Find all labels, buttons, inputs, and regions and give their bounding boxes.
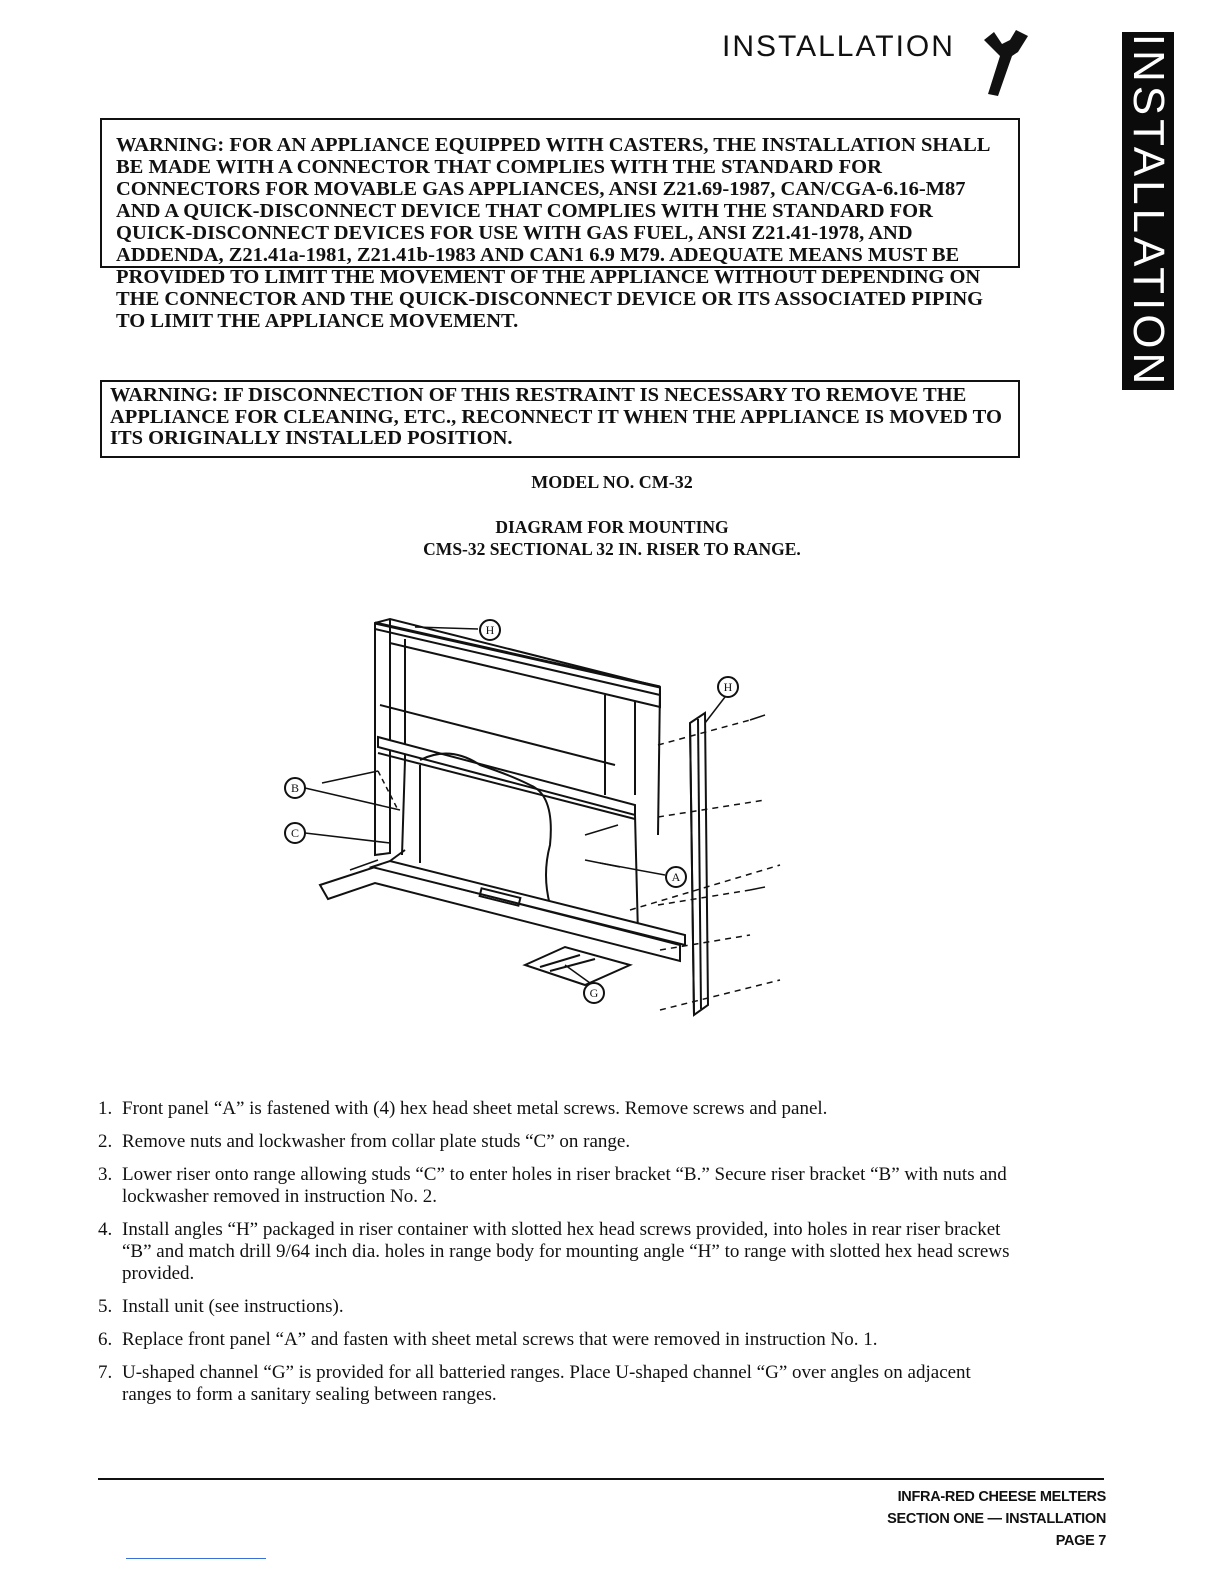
footer-divider: [98, 1478, 1104, 1480]
instruction-item: 3. Lower riser onto range allowing studs “C” to enter holes in riser bracket “B.” Secure riser bracket “B” with nuts and lockwasher removed in instruction No. 2.: [98, 1164, 1007, 1207]
model-number: MODEL NO. CM-32: [531, 472, 693, 492]
page-header-title: INSTALLATION: [722, 30, 955, 63]
instruction-item: 4. Install angles “H” packaged in riser container with slotted hex head screws provided, into holes in rear riser bracket “B” and match drill 9/64 inch dia. holes in range body for mounting angle “H” to range with slotted hex head screws provided.: [98, 1219, 1010, 1284]
footer-line: SECTION ONE — INSTALLATION: [887, 1511, 1106, 1527]
mounting-diagram: [280, 605, 800, 1025]
diagram-title: [0, 516, 1224, 560]
callout-h-right: [705, 677, 738, 723]
svg-text:C: C: [290, 826, 300, 840]
instruction-item: 1. Front panel “A” is fastened with (4) hex head sheet metal screws. Remove screws and panel.: [98, 1098, 828, 1119]
instruction-item: 2. Remove nuts and lockwasher from collar plate studs “C” on range.: [98, 1131, 631, 1152]
footer-line: INFRA-RED CHEESE MELTERS: [897, 1489, 1106, 1505]
instruction-item: 7. U-shaped channel “G” is provided for all batteried ranges. Place U-shaped channel “G” over angles on adjacent ranges to form a sanitary sealing between ranges.: [98, 1362, 971, 1405]
warning-box-restraint: [100, 380, 1020, 458]
warning-text: WARNING: IF DISCONNECTION OF THIS RESTRAINT IS NECESSARY TO REMOVE THE APPLIANCE FOR CLEANING, ETC., RECONNECT IT WHEN THE APPLIANCE IS MOVED TO ITS ORIGINALLY INSTALLED POSITION.: [110, 384, 1002, 449]
warning-text: WARNING: FOR AN APPLIANCE EQUIPPED WITH CASTERS, THE INSTALLATION SHALL BE MADE WITH A CONNECTOR THAT COMPLIES WITH THE STANDARD FOR CONNECTORS FOR MOVABLE GAS APPLIANCES, ANSI Z21.69-1987, CAN/CGA-6.16-M87 AND A QUICK-DISCONNECT DEVICE THAT COMPLIES WITH THE STANDARD FOR QUICK-DISCONNECT DEVICES FOR USE WITH GAS FUEL, ANSI Z21.41-1978, AND ADDENDA, Z21.41a-1981, Z21.41b-1983 AND CAN1 6.9 M79. ADEQUATE MEANS MUST BE PROVIDED TO LIMIT THE MOVEMENT OF THE APPLIANCE WITHOUT DEPENDING ON THE CONNECTOR AND THE QUICK-DISCONNECT DEVICE OR ITS ASSOCIATED PIPING TO LIMIT THE APPLIANCE MOVEMENT.: [116, 134, 990, 332]
page-footer: [887, 1486, 1106, 1552]
diagram-title-line: CMS-32 SECTIONAL 32 IN. RISER TO RANGE.: [423, 539, 801, 559]
section-side-tab: [1122, 32, 1174, 390]
riser-frame: [320, 619, 708, 1015]
callout-a: [600, 863, 686, 887]
instruction-list: [98, 1098, 1022, 1417]
side-tab-label: INSTALLATION: [1124, 33, 1173, 389]
bottom-underline: [126, 1558, 266, 1559]
svg-text:H: H: [485, 623, 495, 637]
instruction-item: 5. Install unit (see instructions).: [98, 1296, 344, 1317]
warning-box-casters: [100, 118, 1020, 332]
svg-text:B: B: [290, 781, 300, 795]
instruction-item: 6. Replace front panel “A” and fasten with sheet metal screws that were removed in instruction No. 1.: [98, 1329, 878, 1350]
svg-text:H: H: [723, 680, 733, 694]
page-number: PAGE 7: [1055, 1533, 1106, 1549]
diagram-title-line: DIAGRAM FOR MOUNTING: [495, 517, 729, 537]
wrench-icon: [976, 26, 1032, 100]
svg-text:G: G: [589, 986, 599, 1000]
svg-text:A: A: [671, 870, 681, 884]
